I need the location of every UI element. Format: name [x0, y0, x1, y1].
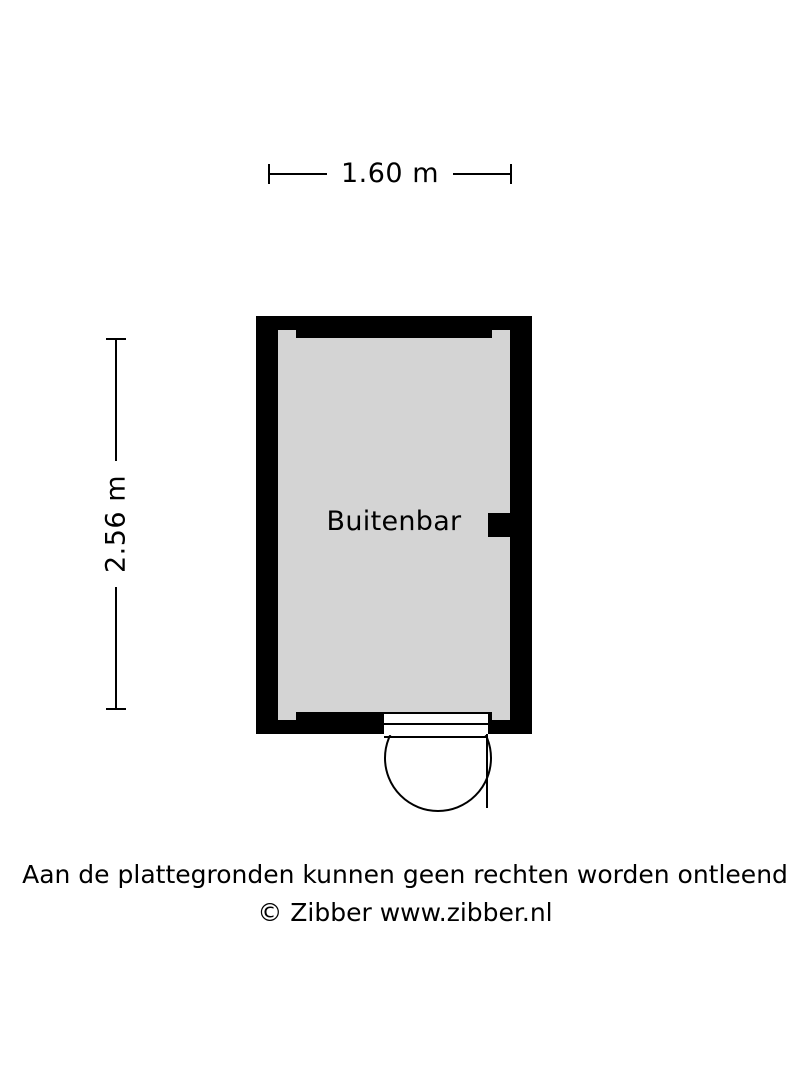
room-label: Buitenbar	[326, 506, 462, 537]
door-swing	[384, 734, 488, 808]
footer-disclaimer: Aan de plattegronden kunnen geen rechten worden ontleend	[22, 860, 788, 889]
wall-notch-top-right	[492, 330, 510, 339]
footer-copyright: © Zibber www.zibber.nl	[257, 898, 553, 927]
dimension-width-cap-right	[510, 164, 512, 184]
dimension-width-cap-left	[268, 164, 270, 184]
footer	[0, 856, 810, 932]
wall-notch-bottom-left	[278, 711, 296, 720]
dimension-width	[268, 152, 512, 196]
dimension-width-label: 1.60 m	[327, 152, 453, 196]
dimension-height	[92, 338, 140, 710]
wall-notch-bottom-right	[492, 711, 510, 720]
door-leaf-panel	[486, 734, 488, 808]
dimension-height-label: 2.56 m	[97, 461, 136, 587]
wall-notch-top-left	[278, 330, 296, 339]
dimension-height-cap-bottom	[106, 708, 126, 710]
dimension-height-cap-top	[106, 338, 126, 340]
door-threshold-line	[384, 723, 488, 725]
